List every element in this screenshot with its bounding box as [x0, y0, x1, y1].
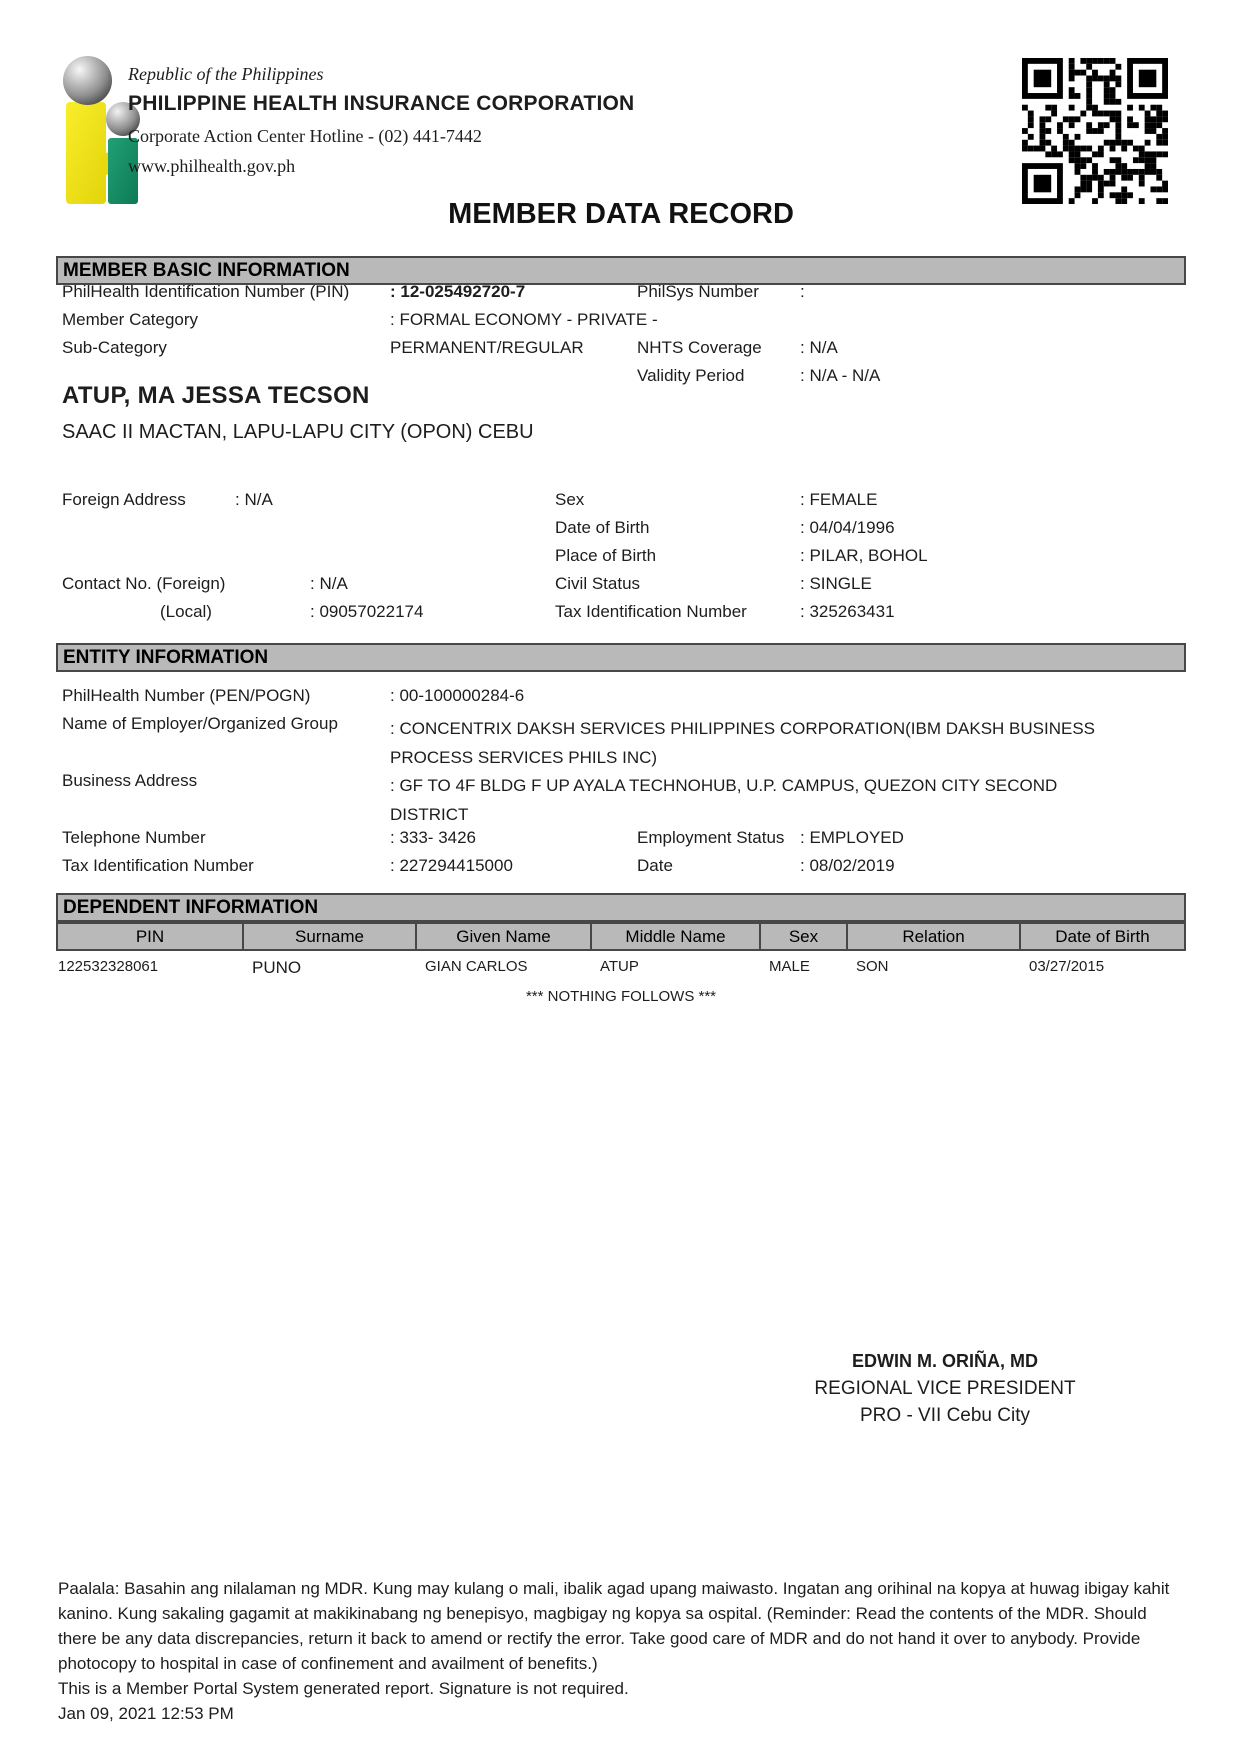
telephone-label: Telephone Number [62, 828, 206, 847]
field-row [62, 828, 1186, 856]
field-row [62, 490, 1186, 518]
table-row [56, 958, 1186, 978]
date-of-birth-value: : 04/04/1996 [800, 518, 895, 537]
section-header-entity: ENTITY INFORMATION [56, 643, 1186, 672]
footer-reminder-note: Paalala: Basahin ang nilalaman ng MDR. Kung may kulang o mali, ibalik agad upang maiwasto. Ingatan ang orihinal na kopya at huwag ibigay kahit kanino. Kung sakaling gagamit at makikinabang ng benepisyo, magbigay ng kopya sa ospital. (Reminder: Read the contents of the MDR. Should there be any data discrepancies, return it back to amend or rectify the error. Take good care of MDR and do not hand it over to anybody. Provide photocopy to hospital in case of confinement and availment of benefits.) [58, 1579, 1170, 1673]
field-row [62, 546, 1186, 574]
pin-value: : 12-025492720-7 [390, 282, 526, 301]
sex-label: Sex [555, 490, 585, 509]
place-of-birth-label: Place of Birth [555, 546, 657, 565]
entity-date-label: Date [637, 856, 673, 875]
member-category-value-line1: : FORMAL ECONOMY - PRIVATE - [390, 310, 658, 329]
dependent-dob: 03/27/2015 [1029, 958, 1105, 975]
dependent-relation: SON [856, 958, 889, 975]
field-row [62, 856, 1186, 884]
logo-yellow-figure [66, 102, 106, 204]
contact-local-value: : 09057022174 [310, 602, 424, 621]
corporation-name: PHILIPPINE HEALTH INSURANCE CORPORATION [128, 92, 635, 115]
entity-date-value: : 08/02/2019 [800, 856, 895, 875]
section-header-dependents: DEPENDENT INFORMATION [56, 893, 1186, 922]
member-tin-value: : 325263431 [800, 602, 895, 621]
field-row [62, 282, 1186, 310]
civil-status-label: Civil Status [555, 574, 641, 593]
civil-status-value: : SINGLE [800, 574, 872, 593]
employment-status-value: : EMPLOYED [800, 828, 904, 847]
field-row [62, 686, 1186, 714]
col-header-middle-name: Middle Name [592, 924, 761, 949]
col-header-sex: Sex [761, 924, 848, 949]
foreign-address-label: Foreign Address [62, 490, 186, 509]
dependent-sex: MALE [769, 958, 810, 975]
place-of-birth-value: : PILAR, BOHOL [800, 546, 928, 565]
business-address-value: : GF TO 4F BLDG F UP AYALA TECHNOHUB, U.P. CAMPUS, QUEZON CITY SECOND DISTRICT [390, 776, 1058, 824]
personal-info-fields [62, 490, 1186, 630]
date-of-birth-label: Date of Birth [555, 518, 650, 537]
website-line: www.philhealth.gov.ph [128, 156, 296, 176]
col-header-given-name: Given Name [417, 924, 592, 949]
pen-label: PhilHealth Number (PEN/POGN) [62, 686, 311, 705]
nhts-coverage-value: : N/A [800, 338, 838, 357]
telephone-value: : 333- 3426 [390, 828, 477, 847]
member-address: SAAC II MACTAN, LAPU-LAPU CITY (OPON) CEBU [62, 421, 534, 443]
entity-info-fields [62, 686, 1186, 884]
basic-info-fields [62, 282, 1186, 394]
signatory-position: REGIONAL VICE PRESIDENT [814, 1378, 1076, 1399]
dependent-pin: 122532328061 [58, 958, 159, 975]
dependent-table-header [56, 922, 1186, 951]
qr-code-icon [1022, 58, 1168, 204]
field-row [62, 771, 1186, 828]
signatory-office: PRO - VII Cebu City [860, 1405, 1030, 1426]
member-name: ATUP, MA JESSA TECSON [62, 382, 370, 409]
page-title: MEMBER DATA RECORD [448, 198, 794, 230]
pin-label: PhilHealth Identification Number (PIN) [62, 282, 350, 301]
field-row [62, 714, 1186, 771]
signatory-block [750, 1348, 1140, 1429]
entity-tin-label: Tax Identification Number [62, 856, 254, 875]
section-header-member-basic: MEMBER BASIC INFORMATION [56, 256, 1186, 285]
validity-period-value: : N/A - N/A [800, 366, 881, 385]
header-text-block [128, 64, 634, 177]
member-tin-label: Tax Identification Number [555, 602, 747, 621]
field-row [62, 574, 1186, 602]
field-row [62, 518, 1186, 546]
contact-local-label: (Local) [160, 602, 212, 621]
employer-label: Name of Employer/Organized Group [62, 714, 338, 733]
signatory-name: EDWIN M. ORIÑA, MD [852, 1351, 1038, 1371]
col-header-date-of-birth: Date of Birth [1055, 926, 1150, 946]
philsys-value: : [800, 282, 805, 301]
business-address-label: Business Address [62, 771, 198, 790]
employment-status-label: Employment Status [637, 828, 785, 847]
footer-generated-note: This is a Member Portal System generated report. Signature is not required. [58, 1679, 629, 1698]
field-row [62, 338, 1186, 366]
col-header-pin: PIN [58, 924, 244, 949]
pen-value: : 00-100000284-6 [390, 686, 525, 705]
footer-timestamp: Jan 09, 2021 12:53 PM [58, 1704, 234, 1723]
dependent-given-name: GIAN CARLOS [425, 958, 528, 975]
dependent-middle-name: ATUP [600, 958, 639, 975]
philsys-label: PhilSys Number [637, 282, 759, 301]
col-header-surname: Surname [244, 924, 417, 949]
foreign-address-value: : N/A [235, 490, 273, 509]
nhts-coverage-label: NHTS Coverage [637, 338, 762, 357]
sex-value: : FEMALE [800, 490, 878, 509]
col-header-relation: Relation [848, 924, 1021, 949]
sub-category-label: Sub-Category [62, 338, 167, 357]
hotline-line: Corporate Action Center Hotline - (02) 441-7442 [128, 126, 482, 146]
footer-block [58, 1576, 1186, 1726]
field-row [62, 602, 1186, 630]
dependent-surname: PUNO [252, 958, 302, 977]
employer-value: : CONCENTRIX DAKSH SERVICES PHILIPPINES CORPORATION(IBM DAKSH BUSINESS PROCESS SERVICES PHILS INC) [390, 719, 1096, 767]
member-category-label: Member Category [62, 310, 199, 329]
entity-tin-value: : 227294415000 [390, 856, 513, 875]
nothing-follows-marker: *** NOTHING FOLLOWS *** [525, 988, 717, 1005]
field-row [62, 310, 1186, 338]
contact-foreign-value: : N/A [310, 574, 348, 593]
contact-foreign-label: Contact No. (Foreign) [62, 574, 226, 593]
logo-yellow-head [63, 56, 112, 105]
republic-line: Republic of the Philippines [128, 64, 324, 84]
member-category-value-line2: PERMANENT/REGULAR [390, 338, 584, 357]
validity-period-label: Validity Period [637, 366, 745, 385]
